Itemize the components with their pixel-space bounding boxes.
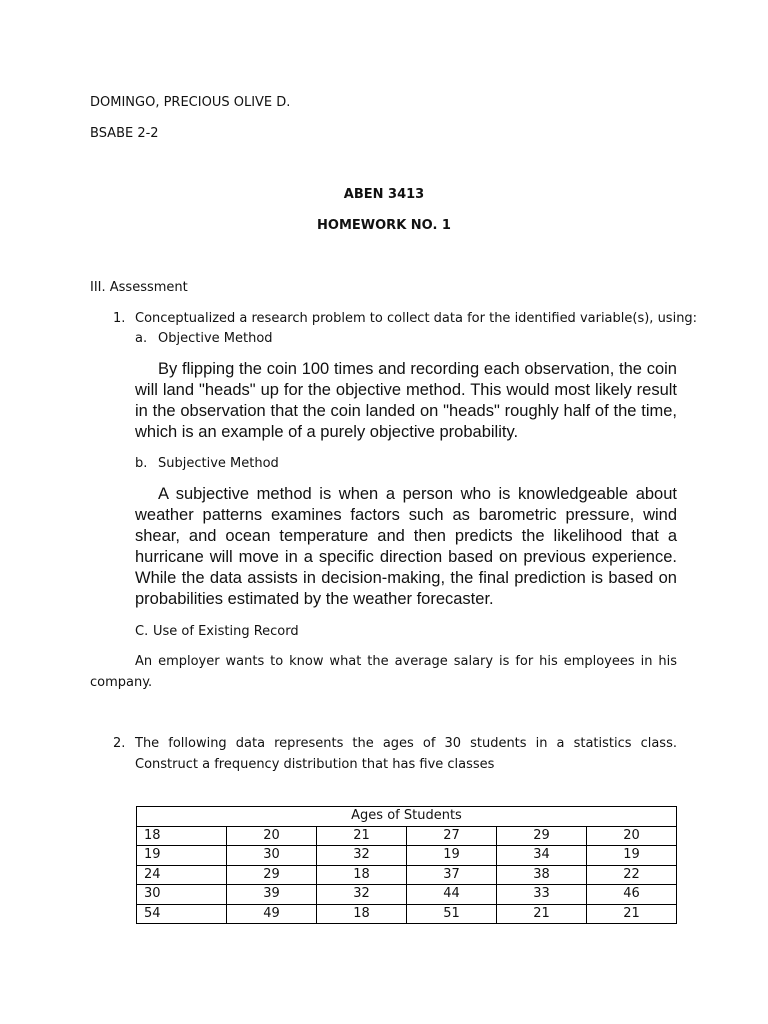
table-row [137,904,677,924]
table-cell: 29 [227,865,317,885]
table-cell: 38 [497,865,587,885]
table-cell: 19 [587,846,677,866]
table-cell: 21 [317,826,407,846]
q1b-label: b. [135,456,148,471]
q1-number: 1. [113,311,126,326]
q1b-title: Subjective Method [158,456,279,471]
table-cell: 18 [137,826,227,846]
student-section: BSABE 2-2 [90,126,159,141]
table-row [137,846,677,866]
table-cell: 30 [227,846,317,866]
table-cell: 21 [587,904,677,924]
q1-text: Conceptualized a research problem to collect data for the identified variable(s), using: [135,311,698,326]
table-cell: 20 [227,826,317,846]
table-cell: 32 [317,846,407,866]
table-cell: 37 [407,865,497,885]
table-cell: 34 [497,846,587,866]
assessment-heading: III. Assessment [90,280,188,295]
table-cell: 32 [317,885,407,905]
q2-number: 2. [113,736,126,751]
ages-table [136,806,677,924]
table-header-row [137,807,677,827]
student-name: DOMINGO, PRECIOUS OLIVE D. [90,95,291,110]
table-cell: 27 [407,826,497,846]
table-row [137,865,677,885]
table-cell: 19 [137,846,227,866]
table-cell: 18 [317,904,407,924]
table-cell: 29 [497,826,587,846]
table-title: Ages of Students [137,807,677,827]
table-cell: 21 [497,904,587,924]
homework-title: HOMEWORK NO. 1 [317,218,451,233]
q1a-label: a. [135,331,148,346]
table-cell: 49 [227,904,317,924]
q1a-title: Objective Method [158,331,273,346]
table-cell: 18 [317,865,407,885]
table-row [137,826,677,846]
course-code: ABEN 3413 [343,187,425,202]
table-cell: 19 [407,846,497,866]
q1a-body: By flipping the coin 100 times and recording each observation, the coin will land "heads" up for the objective method. This would most likely result in the observation that the coin landed on "heads" roughly half of the time, which is an example of a purely objective probability. [135,360,677,441]
table-cell: 46 [587,885,677,905]
table-cell: 44 [407,885,497,905]
table-cell: 33 [497,885,587,905]
table-cell: 54 [137,904,227,924]
table-cell: 51 [407,904,497,924]
q1c-title: Use of Existing Record [153,624,299,639]
q1b-body: A subjective method is when a person who is knowledgeable about weather patterns examines factors such as barometric pressure, wind shear, and ocean temperature and then predicts the likelihood that a hurricane will move in a specific direction based on previous experience. While the data assists in decision-making, the final prediction is based on probabilities estimated by the weather forecaster. [135,485,677,608]
q1c-body: An employer wants to know what the average salary is for his employees in his company. [90,654,677,690]
table-cell: 39 [227,885,317,905]
table-cell: 24 [137,865,227,885]
q2-text: The following data represents the ages of 30 students in a statistics class. Construct a frequency distribution that has five classes [135,736,677,772]
q1c-label: C. [135,624,149,639]
table-cell: 20 [587,826,677,846]
table-cell: 30 [137,885,227,905]
table-row [137,885,677,905]
table-cell: 22 [587,865,677,885]
